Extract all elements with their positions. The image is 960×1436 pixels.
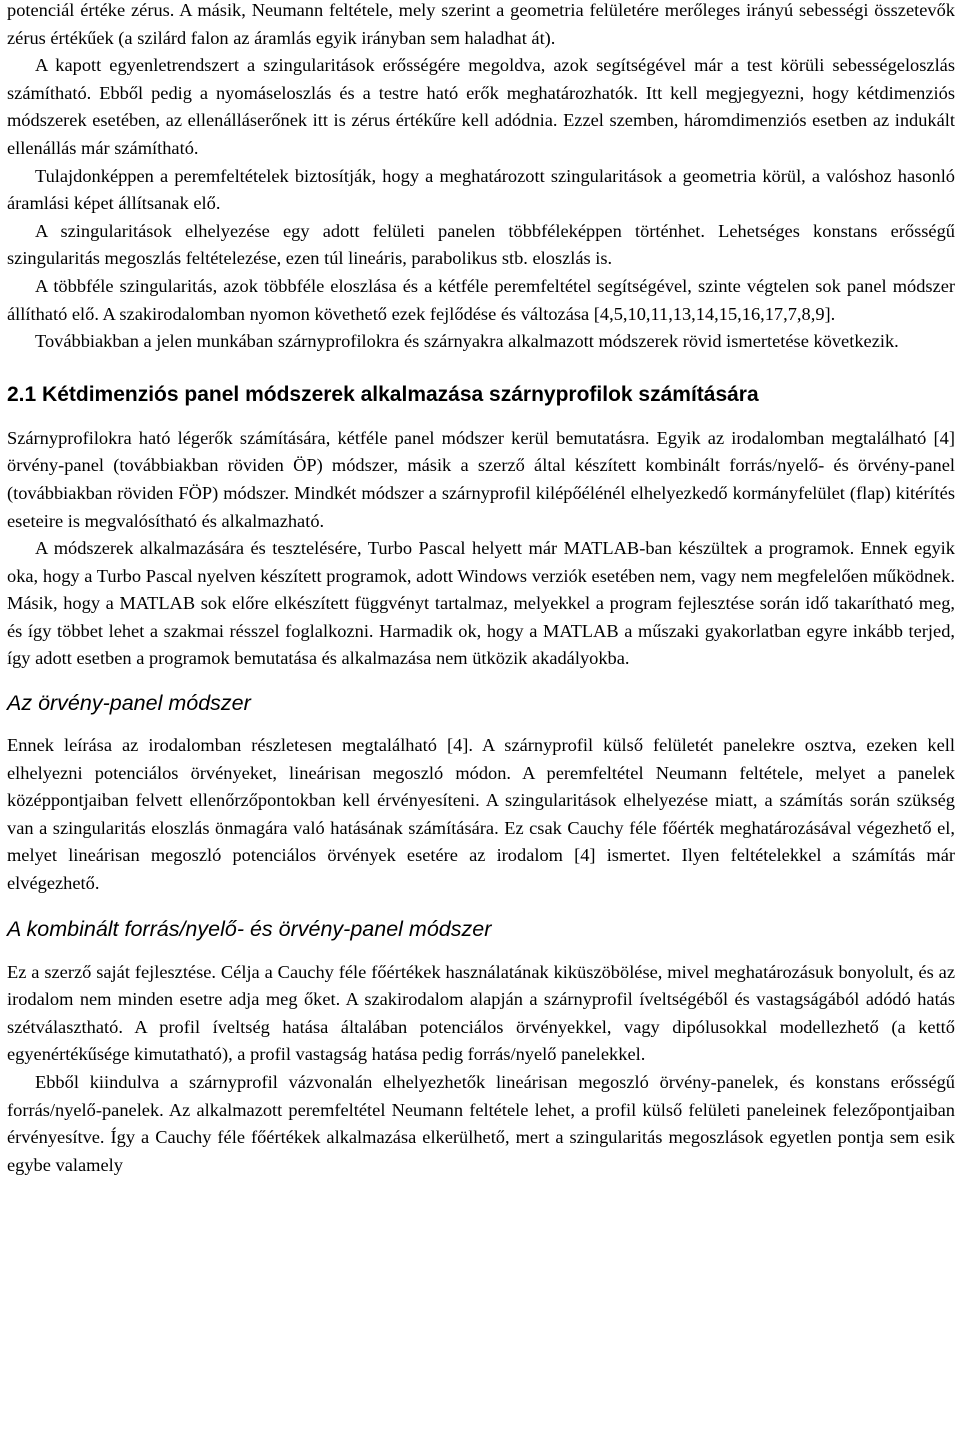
paragraph-vortex-panel: Ennek leírása az irodalomban részletesen megtalálható [4]. A szárnyprofil külső felületét panelekre osztva, ezeken kell elhelyezni potenciálos örvényeket, lineárisan megoszló módon. A peremfeltétel Neumann feltétele, melyet a panelek középpontjaiban felvett ellenőrzőpontokban kell érvényesíteni. A szingularitások elhelyezése miatt, a számítás során szükség van a szingularitás eloszlás önmagára való hatásának számítására. Ez csak Cauchy féle főérték meghatározásával végezhető el, melyet lineárisan megoszló potenciálos örvények esetére az irodalom [4] ismertet. Ilyen feltételekkel a számítás már elvégezhető. xyxy=(7,735,955,894)
section-heading: 2.1 Kétdimenziós panel módszerek alkalmazása szárnyprofilok számítására xyxy=(7,382,759,406)
paragraph-outline: Továbbiakban a jelen munkában szárnyprofilokra és szárnyakra alkalmazott módszerek rövid ismertetése következik. xyxy=(35,331,899,352)
paragraph-airfoil-forces: Szárnyprofilokra ható légerők számítására, kétféle panel módszer kerül bemutatásra. Egyik az irodalomban megtalálható [4] örvény-panel (továbbiakban röviden ÖP) módszer, másik a szerző által készített kombinált forrás/nyelő- és örvény-panel (továbbiakban röviden FÖP) módszer. Mindkét módszer a szárnyprofil kilépőélénél elhelyezkedő kormányfelület (flap) kitérítés eseteire is megvalósítható és alkalmazható. xyxy=(7,427,955,531)
paragraph-matlab: A módszerek alkalmazására és tesztelésére, Turbo Pascal helyett már MATLAB-ban készültek a programok. Ennek egyik oka, hogy a Turbo Pascal nyelven készített programok, adott Windows verziók esetében nem, vagy nem megfelelően működnek. Másik, hogy a MATLAB sok előre elkészített függvényt tartalmaz, melyekkel a program fejlesztése során idő takarítható meg, és így többet lehet a szakmai résszel foglalkozni. Harmadik ok, hogy a MATLAB a műszaki gyakorlatban egyre inkább terjed, így adott esetben a programok bemutatása és alkalmazása nem ütközik akadályokba. xyxy=(7,538,955,669)
subsection-heading-combined-panel: A kombinált forrás/nyelő- és örvény-panel módszer xyxy=(7,916,492,941)
paragraph-author-development: Ez a szerző saját fejlesztése. Célja a Cauchy féle főértékek használatának kiküszöbölése, mivel meghatározásuk bonyolult, és az irodalom nem minden esetre adja meg őket. A szakirodalom alapján a szárnyprofil íveltségéből és vastagságából adódó hatás szétválasztható. A profil íveltség hatása általában potenciálos örvényekkel, vagy dipólusokkal modellezhető (a kettő egyenértékűsége kimutatható), a profil vastagság hatása pedig forrás/nyelő panelekkel. xyxy=(7,961,955,1065)
paragraph-panel-methods: A többféle szingularitás, azok többféle eloszlása és a kétféle peremfeltétel segítségével, szinte végtelen sok panel módszer állítható elő. A szakirodalomban nyomon követhető ezek fejlődése és változása [4,5,10,11,13,14,15,16,17,7,8,9]. xyxy=(7,275,955,324)
paragraph-continuation: potenciál értéke zérus. A másik, Neumann feltétele, mely szerint a geometria felületére merőleges irányú sebességi összetevők zérus értékűek (a szilárd falon az áramlás egyik irányban sem haladhat át). xyxy=(7,0,955,48)
paragraph-boundary-conditions: Tulajdonképpen a peremfeltételek biztosítják, hogy a meghatározott szingularitások a geometria körül, a valóshoz hasonló áramlási képet állítsanak elő. xyxy=(7,165,955,214)
paragraph-equation-system: A kapott egyenletrendszert a szingularitások erősségére megoldva, azok segítségével már a test körüli sebességeloszlás számítható. Ebből pedig a nyomáseloszlás és a testre ható erők meghatározhatók. Itt kell megjegyezni, hogy kétdimenziós módszerek esetében, az ellenálláserőnek itt is zérus értékűre kell adódnia. Ezzel szemben, háromdimenziós esetben az indukált ellenállás már számítható. xyxy=(7,55,955,158)
paragraph-camber-line-panels: Ebből kiindulva a szárnyprofil vázvonalán elhelyezhetők lineárisan megoszló örvény-panelek, és konstans erősségű forrás/nyelő-panelek. Az alkalmazott peremfeltétel Neumann feltétele lehet, a profil külső felületi paneleinek felezőpontjaiban érvényesítve. Így a Cauchy féle főértékek alkalmazása elkerülhető, mert a szingularitás megoszlások egyetlen pontja sem esik egybe valamely xyxy=(7,1072,955,1175)
subsection-heading-vortex-panel: Az örvény-panel módszer xyxy=(7,691,251,716)
paragraph-singularity-placement: A szingularitások elhelyezése egy adott felületi panelen többféleképpen történhet. Lehetséges konstans erősségű szingularitás megoszlás feltételezése, ezen túl lineáris, parabolikus stb. eloszlás is. xyxy=(7,220,955,269)
document-page xyxy=(7,0,955,1179)
